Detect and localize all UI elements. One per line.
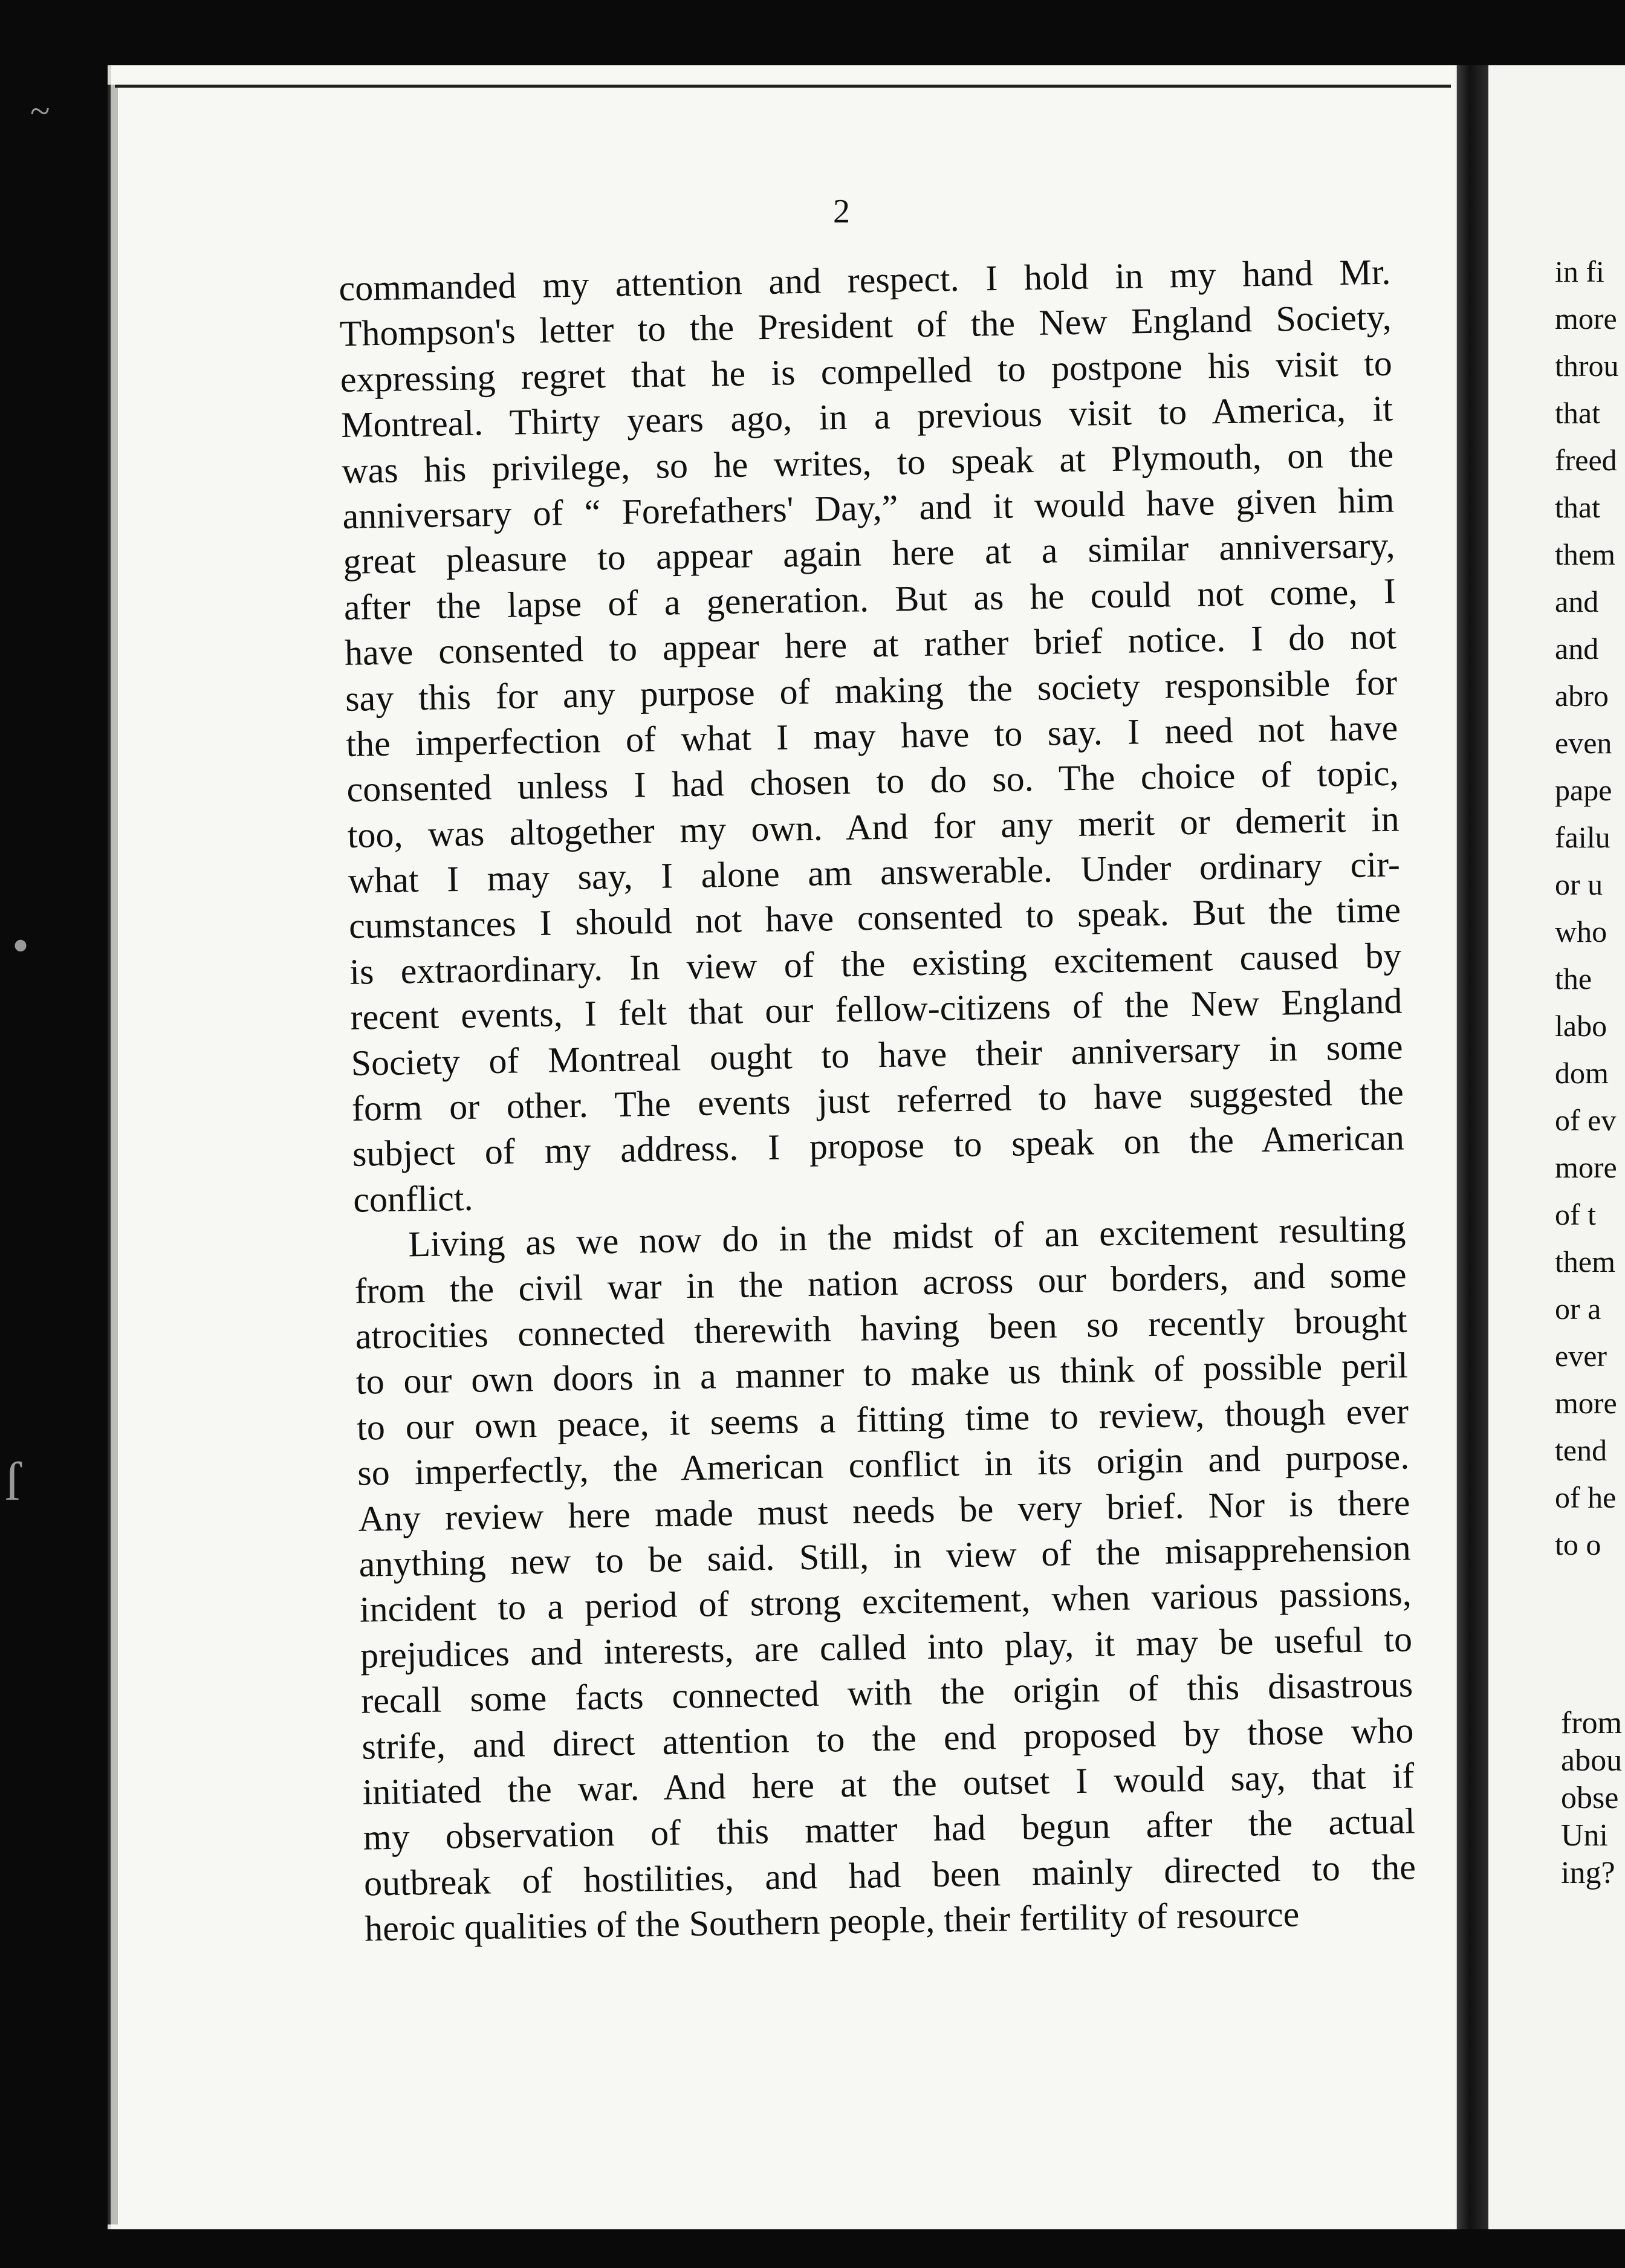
body-text [339,250,1417,1952]
text-line: too, was altogether my own. And for any merit or demerit in [347,799,1400,855]
text-line: recent events, I felt that our fellow-citizens of the New England [350,980,1403,1038]
text-line: Montreal. Thirty years ago, in a previous visit to America, it [340,388,1393,446]
text-line: have consented to appear here at rather brief notice. I do not [344,616,1397,673]
facing-page-text-upper [1555,248,1625,1568]
text-line: after the lapse of a generation. But as he could not come, I [343,571,1396,627]
facing-page-fragment: more [1555,1150,1617,1184]
text-line: recall some facts connected with the origin of this disastrous [360,1664,1413,1721]
facing-page-fragment: that [1555,396,1600,430]
text-line: anniversary of “ Forefathers' Day,” and it would have given him [342,479,1395,536]
facing-page-fragment: of he [1555,1480,1617,1514]
text-line: commanded my attention and respect. I hold in my hand Mr. [339,251,1391,308]
facing-page-fragment: or u [1555,867,1603,901]
text-line: say this for any purpose of making the society responsible for [345,662,1398,719]
facing-page-text-lower [1561,1705,1625,1892]
text-line: expressing regret that he is compelled to postpone his visit to [340,343,1393,400]
facing-page-fragment: and [1555,585,1599,618]
text-line: anything new to be said. Still, in view of the misapprehension [358,1528,1412,1584]
scan-speck-mark: ~ [30,91,50,131]
facing-page-fragment: abou [1561,1743,1623,1778]
text-line: Society of Montreal ought to have their anniversary in some [351,1026,1404,1083]
facing-page-fragment: tend [1555,1433,1607,1467]
facing-page-fragment: ing? [1561,1856,1615,1890]
facing-page-fragment: labo [1555,1009,1607,1043]
facing-page-fragment: them [1555,537,1615,571]
page-edge [108,85,135,2224]
text-line: the imperfection of what I may have to say. I need not have [345,707,1398,764]
text-line: consented unless I had chosen to do so. The choice of topic, [346,753,1399,810]
facing-page-fragment: freed [1555,443,1617,477]
page-number: 2 [833,193,850,230]
text-line: is extraordinary. In view of the existing excitement caused by [349,935,1402,992]
text-line: what I may say, I alone am answerable. Under ordinary cir- [348,844,1401,901]
facing-page-fragment: them [1555,1245,1615,1278]
facing-page-fragment: even [1555,726,1612,760]
page-top-rule [115,85,1451,88]
facing-page-fragment: more [1555,302,1617,335]
facing-page-fragment: or a [1555,1292,1601,1326]
facing-page-fragment: more [1555,1386,1617,1420]
facing-page-fragment: who [1555,915,1607,948]
facing-page-fragment: obse [1561,1781,1619,1815]
text-line: outbreak of hostilities, and had been mainly directed to the [363,1847,1416,1904]
text-line: form or other. The events just referred to have suggested the [351,1072,1404,1129]
facing-page-fragment: of t [1555,1197,1597,1231]
scan-speck-mark: ſ [5,1452,21,1512]
text-line: initiated the war. And here at the outset I would say, that if [362,1755,1415,1812]
text-line: subject of my address. I propose to speak on the American [352,1117,1405,1174]
text-line: strife, and direct attention to the end proposed by those who [361,1709,1414,1767]
facing-page-fragment: the [1555,962,1592,996]
text-line: Thompson's letter to the President of the New England Society, [339,297,1392,354]
facing-page-fragment: and [1555,632,1599,666]
facing-page-fragment: dom [1555,1056,1609,1090]
text-line: heroic qualities of the Southern people, their fertility of resource [364,1894,1300,1949]
facing-page-fragment: that [1555,490,1600,524]
text-line: conflict. [352,1178,474,1220]
facing-page-fragment: abro [1555,679,1609,713]
text-line: atrocities connected therewith having been so recently brought [355,1300,1408,1356]
text-line: Any review here made must needs be very brief. Nor is there [358,1482,1410,1539]
text-line: to our own peace, it seems a fitting time to review, though ever [356,1391,1409,1448]
facing-page-fragment: from [1561,1706,1623,1740]
facing-page-fragment: pape [1555,773,1612,807]
text-line: was his privilege, so he writes, to speak at Plymouth, on the [341,434,1394,491]
text-line: to our own doors in a manner to make us think of possible peril [355,1345,1409,1402]
text-line: prejudices and interests, are called into play, it may be useful to [360,1619,1413,1676]
text-line: cumstances I should not have consented to speak. But the time [348,890,1401,947]
facing-page-fragment: failu [1555,820,1610,854]
facing-page-fragment: ever [1555,1339,1607,1373]
facing-page-fragment: of ev [1555,1103,1617,1137]
facing-page-fragment: to o [1555,1528,1601,1561]
text-line: from the civil war in the nation across our borders, and some [354,1254,1407,1311]
book-gutter [1457,65,1488,2229]
scan-speck-mark: • [12,919,30,973]
text-line: incident to a period of strong excitement, when various passions, [359,1573,1412,1630]
facing-page-fragment: Uni [1561,1818,1608,1853]
text-line: my observation of this matter had begun after the actual [363,1801,1416,1858]
text-line: great pleasure to appear again here at a similar anniversary, [343,525,1395,582]
text-line: Living as we now do in the midst of an excitement resulting [407,1208,1406,1265]
facing-page-fragment: throu [1555,349,1619,383]
text-line: so imperfectly, the American conflict in its origin and purpose. [357,1436,1410,1493]
facing-page-fragment: in fi [1555,254,1604,288]
